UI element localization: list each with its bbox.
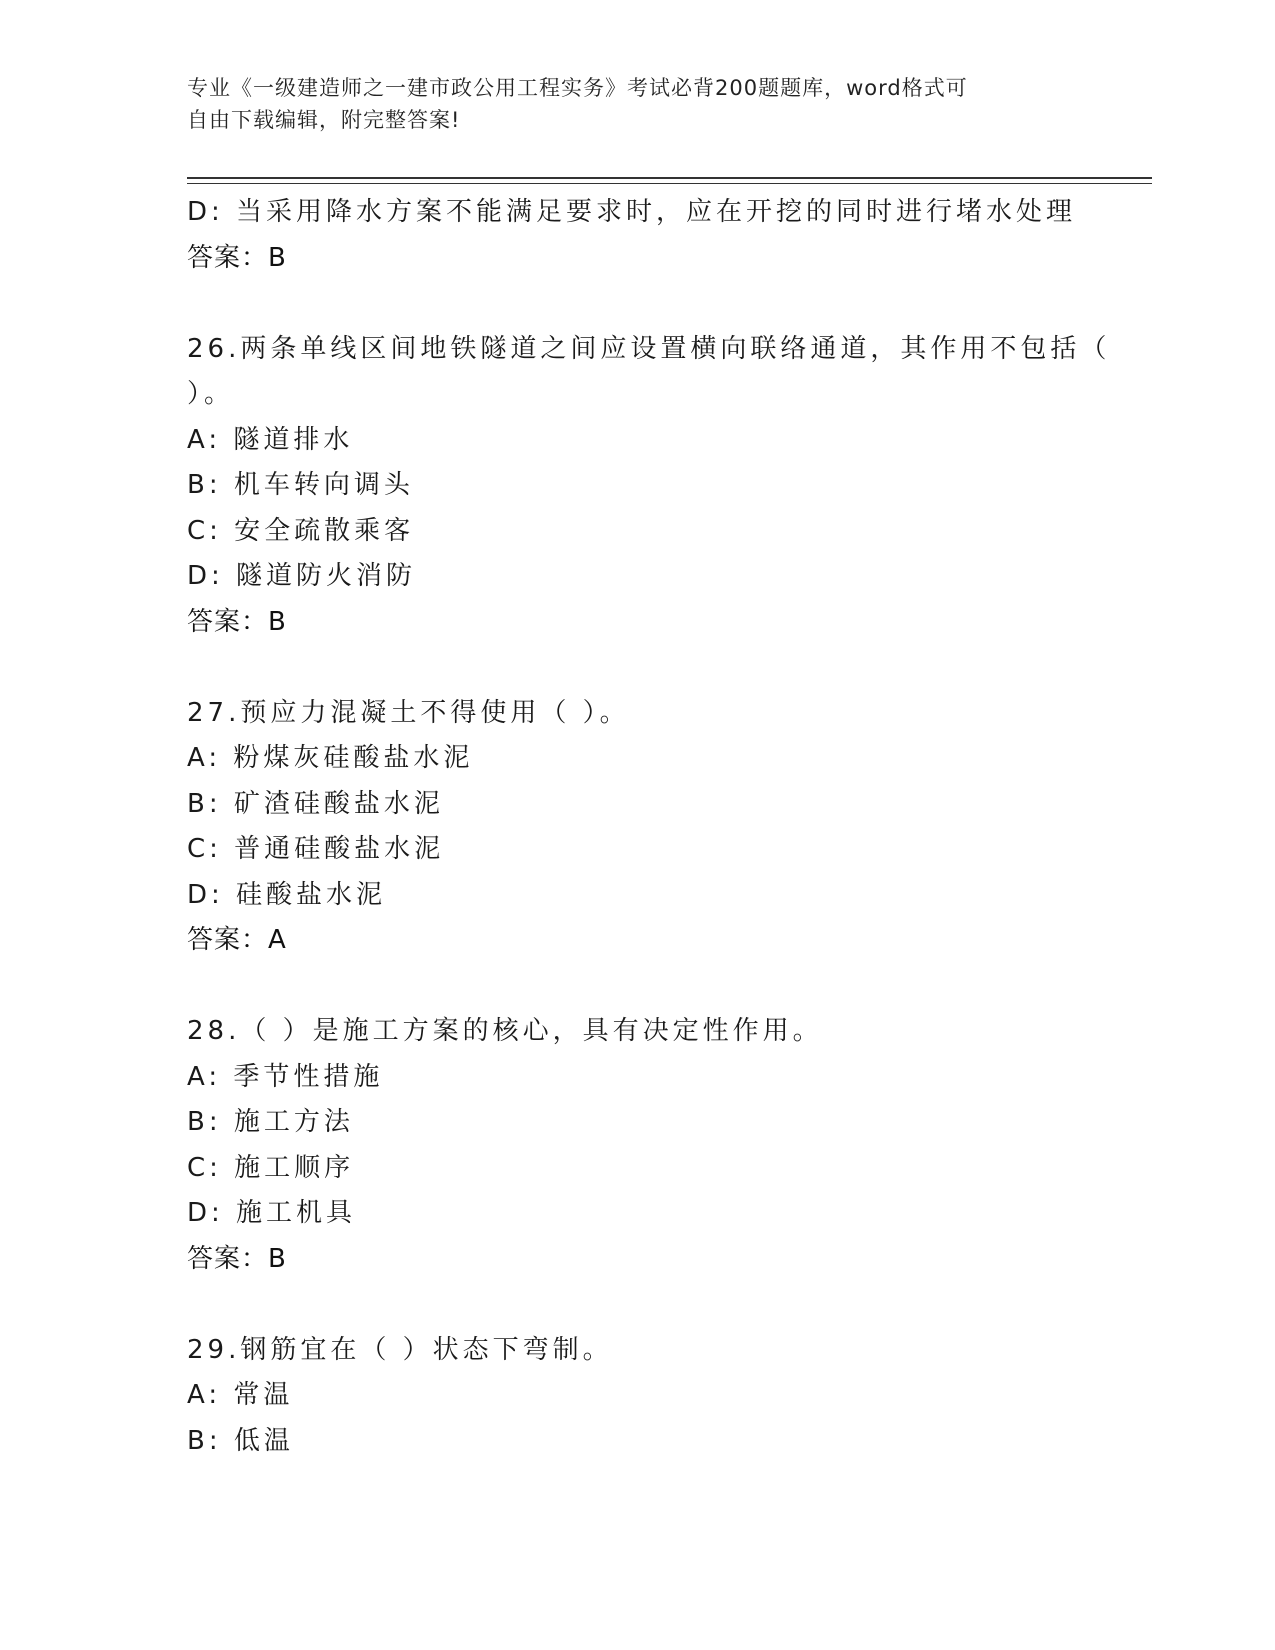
option-d: D: 隧道防火消防 [187, 561, 417, 591]
spacer [187, 1282, 1087, 1328]
answer-line: 答案：A [187, 925, 287, 955]
option-d: D: 施工机具 [187, 1198, 357, 1228]
option-d: D: 当采用降水方案不能满足要求时，应在开挖的同时进行堵水处理 [187, 197, 1077, 227]
option-b: B: 矿渣硅酸盐水泥 [187, 788, 444, 819]
option-a: A: 隧道排水 [187, 424, 354, 455]
question-26 [187, 327, 1111, 646]
option-b: B: 低温 [187, 1425, 294, 1456]
header-divider-thin [187, 183, 1152, 184]
option-c: C: 施工顺序 [187, 1152, 355, 1183]
option-a: A: 粉煤灰硅酸盐水泥 [187, 743, 474, 773]
answer-line: 答案：B [187, 242, 287, 273]
option-c: C: 安全疏散乘客 [187, 515, 415, 546]
page-header [187, 72, 1067, 136]
question-stem: 26.两条单线区间地铁隧道之间应设置横向联络通道，其作用不包括（ [187, 333, 1111, 364]
option-b: B: 机车转向调头 [187, 470, 414, 500]
spacer [187, 645, 1087, 691]
question-content [187, 190, 1111, 1464]
question-27 [187, 691, 1087, 964]
answer-line: 答案：B [187, 1243, 287, 1274]
question-stem: 28.（ ）是施工方案的核心，具有决定性作用。 [187, 1016, 823, 1046]
header-divider-thick [187, 177, 1152, 179]
option-a: A: 季节性措施 [187, 1061, 384, 1092]
question-29 [187, 1328, 1087, 1465]
option-a: A: 常温 [187, 1380, 294, 1410]
previous-question-tail [187, 190, 1087, 281]
question-stem: 27.预应力混凝土不得使用（ ）。 [187, 697, 630, 728]
question-stem: 29.钢筋宜在（ ）状态下弯制。 [187, 1334, 613, 1365]
question-28 [187, 1009, 1087, 1282]
header-line-2: 自由下载编辑，附完整答案! [187, 108, 461, 132]
spacer [187, 281, 1087, 327]
answer-line: 答案：B [187, 606, 287, 637]
option-c: C: 普通硅酸盐水泥 [187, 834, 445, 864]
option-b: B: 施工方法 [187, 1107, 354, 1137]
spacer [187, 964, 1087, 1010]
header-line-1: 专业《一级建造师之一建市政公用工程实务》考试必背200题题库，word格式可 [187, 76, 968, 100]
question-stem-continued: ）。 [187, 379, 235, 409]
option-d: D: 硅酸盐水泥 [187, 879, 387, 910]
